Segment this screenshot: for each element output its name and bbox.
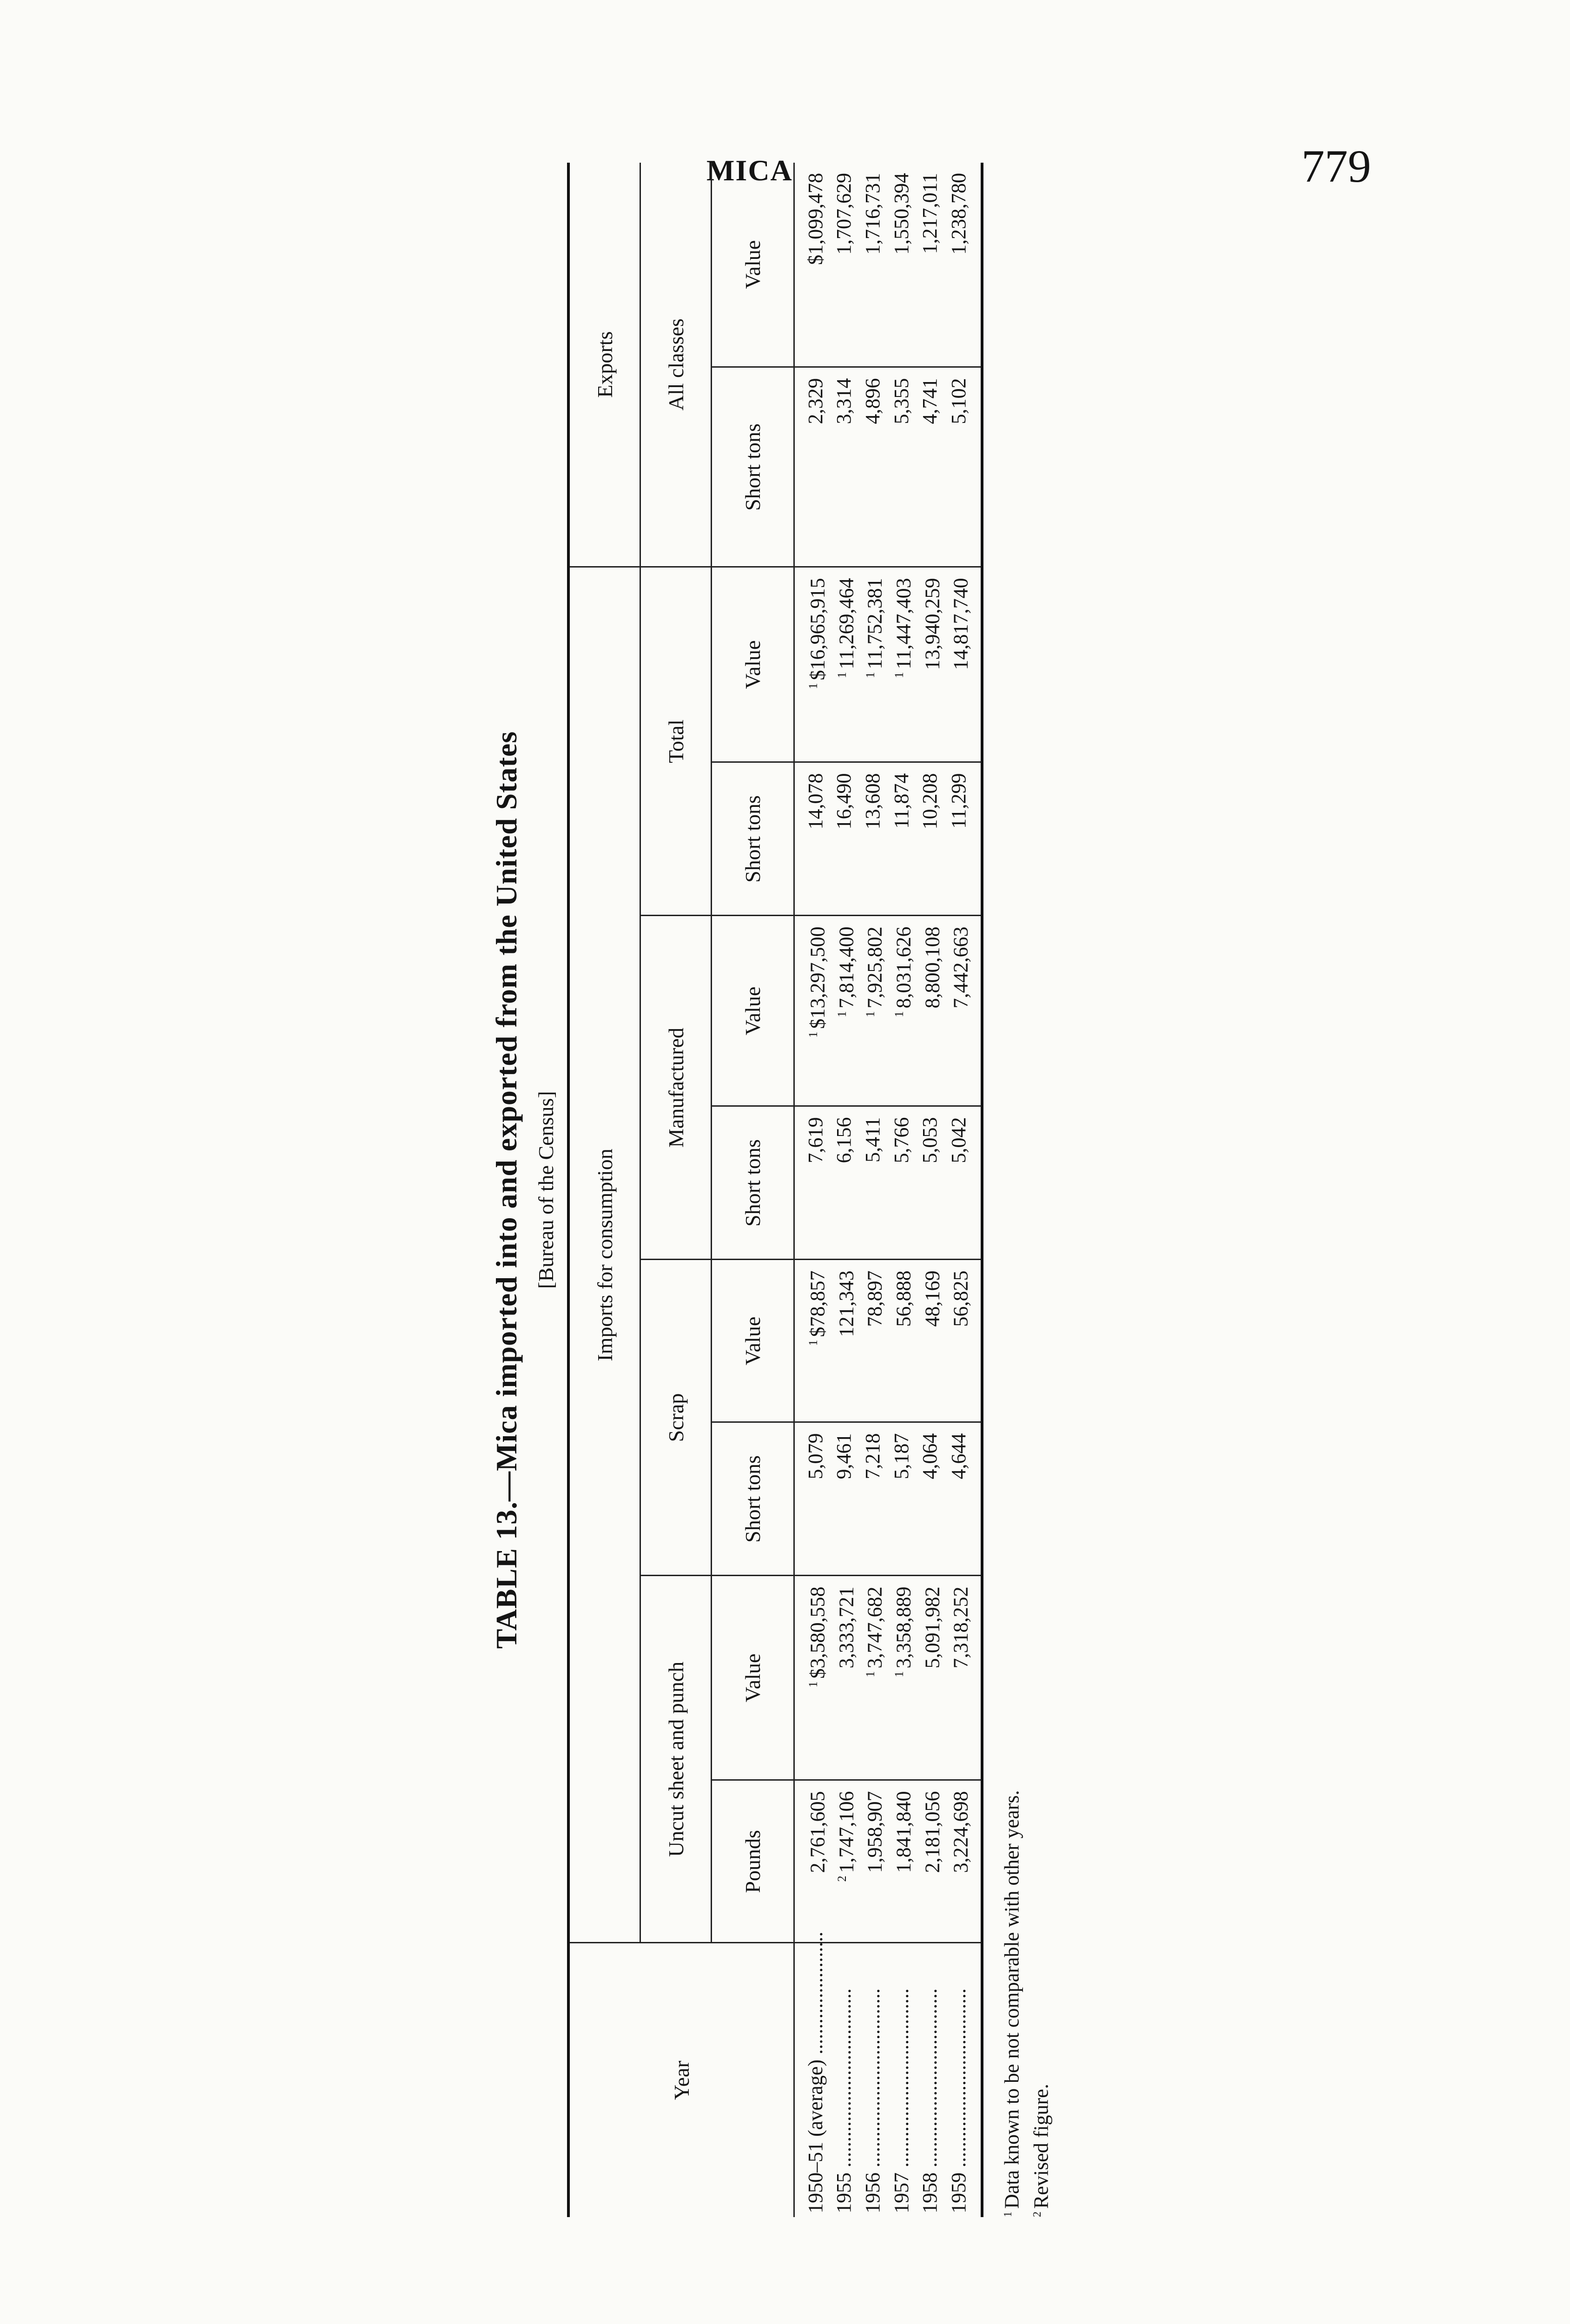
uncut-pounds-value: 1,747,106 xyxy=(835,1791,858,1873)
total-value-cell xyxy=(944,567,982,762)
year-leader-dots: ................................... xyxy=(918,1988,942,2172)
scrap-value-cell xyxy=(794,1260,830,1422)
manufactured-tons-header: Short tons xyxy=(712,1106,794,1260)
manufactured-value-value: 8,800,108 xyxy=(921,926,944,1009)
year-label: 1950–51 (average) xyxy=(804,2059,827,2213)
footnote xyxy=(1025,163,1054,2217)
uncut-pounds-cell xyxy=(794,1780,830,1943)
uncut-pounds-value: 1,958,907 xyxy=(863,1791,886,1873)
uncut-value-cell xyxy=(916,1576,945,1780)
exports-tons-value: 4,896 xyxy=(861,378,884,424)
exports-value-cell xyxy=(916,163,945,367)
total-value-value: 11,752,381 xyxy=(863,578,886,669)
manufactured-tons-value: 5,042 xyxy=(947,1117,970,1163)
scrap-tons-header: Short tons xyxy=(712,1422,794,1576)
uncut-value-value: 7,318,252 xyxy=(949,1586,972,1669)
footnote-marker: 2 xyxy=(1031,2212,1043,2217)
exports-value-value: $1,099,478 xyxy=(804,172,827,265)
uncut-value-cell xyxy=(887,1576,916,1780)
footnote-marker: 1 xyxy=(806,683,820,689)
scrap-value-cell xyxy=(858,1260,887,1422)
uncut-value-value: 3,358,889 xyxy=(892,1586,915,1669)
exports-tons-cell xyxy=(830,367,859,567)
year-label: 1958 xyxy=(918,2172,942,2213)
exports-tons-cell xyxy=(794,367,830,567)
manufactured-value-cell xyxy=(887,916,916,1106)
year-leader-dots: ................................... xyxy=(890,1988,913,2172)
exports-tons-value: 4,741 xyxy=(918,378,942,424)
scrap-value-cell xyxy=(830,1260,859,1422)
year-label: 1959 xyxy=(947,2172,970,2213)
uncut-value-header: Value xyxy=(712,1576,794,1780)
footnote-marker: 1 xyxy=(864,1671,877,1677)
uncut-header: Uncut sheet and punch xyxy=(640,1576,712,1943)
footnote-text: Data known to be not comparable with other years. xyxy=(1000,1790,1023,2209)
manufactured-tons-cell xyxy=(858,1106,887,1260)
page-number: 779 xyxy=(1301,140,1371,192)
footnote-marker: 1 xyxy=(864,672,877,678)
running-head: MICA xyxy=(706,154,793,187)
year-label: 1957 xyxy=(890,2172,913,2213)
scrap-tons-value: 7,218 xyxy=(861,1433,884,1479)
year-leader-dots: ................................... xyxy=(832,1988,856,2172)
rotated-table-block xyxy=(488,163,1064,2217)
scrap-tons-cell xyxy=(916,1422,945,1576)
scrap-value-value: 56,825 xyxy=(949,1270,972,1327)
footnote-marker: 1 xyxy=(892,672,906,678)
manufactured-tons-cell xyxy=(794,1106,830,1260)
total-value-cell xyxy=(858,567,887,762)
footnote-marker: 1 xyxy=(892,1011,906,1017)
manufactured-tons-cell xyxy=(944,1106,982,1260)
footnote-marker: 1 xyxy=(835,1011,849,1017)
exports-group-header: Exports xyxy=(568,163,640,567)
uncut-pounds-value: 3,224,698 xyxy=(949,1791,972,1873)
uncut-value-cell xyxy=(830,1576,859,1780)
exports-tons-cell xyxy=(887,367,916,567)
scrap-tons-value: 4,644 xyxy=(947,1433,970,1479)
total-tons-value: 16,490 xyxy=(832,773,856,830)
manufactured-value-cell xyxy=(916,916,945,1106)
uncut-pounds-header: Pounds xyxy=(712,1780,794,1943)
manufactured-value-value: 7,814,400 xyxy=(835,926,858,1009)
total-value-cell xyxy=(794,567,830,762)
exports-tons-value: 2,329 xyxy=(804,378,827,424)
uncut-value-value: 3,333,721 xyxy=(835,1586,858,1669)
scrap-value-cell xyxy=(916,1260,945,1422)
manufactured-header: Manufactured xyxy=(640,916,712,1260)
table-title: TABLE 13.—Mica imported into and exported from the United States xyxy=(490,731,523,1649)
total-value-header: Value xyxy=(712,567,794,762)
table-row xyxy=(858,163,887,2217)
scrap-tons-cell xyxy=(830,1422,859,1576)
exports-value-value: 1,707,629 xyxy=(832,172,856,255)
exports-tons-cell xyxy=(944,367,982,567)
total-value-value: 14,817,740 xyxy=(949,578,972,670)
exports-tons-header: Short tons xyxy=(712,367,794,567)
footnote-marker: 1 xyxy=(864,1011,877,1017)
total-tons-cell xyxy=(794,762,830,916)
uncut-pounds-value: 2,181,056 xyxy=(921,1791,944,1873)
exports-value-value: 1,217,011 xyxy=(918,172,942,254)
year-cell xyxy=(794,1931,830,2217)
total-tons-value: 10,208 xyxy=(918,773,942,830)
scrap-value-header: Value xyxy=(712,1260,794,1422)
footnote-marker: 1 xyxy=(835,672,849,678)
exports-value-header: Value xyxy=(712,163,794,367)
uncut-pounds-value: 2,761,605 xyxy=(806,1791,829,1873)
exports-value-cell xyxy=(794,163,830,367)
exports-tons-value: 5,102 xyxy=(947,378,970,424)
footnote-marker: 1 xyxy=(806,1681,820,1688)
manufactured-tons-cell xyxy=(887,1106,916,1260)
manufactured-value-value: 7,925,802 xyxy=(863,926,886,1009)
footnotes xyxy=(996,163,1054,2217)
year-cell xyxy=(944,1943,982,2217)
manufactured-value-value: $13,297,500 xyxy=(806,926,829,1029)
exports-value-cell xyxy=(887,163,916,367)
year-label: 1955 xyxy=(832,2172,856,2213)
total-value-value: $16,965,915 xyxy=(806,578,829,680)
year-cell xyxy=(916,1943,945,2217)
year-leader-dots: ................................... xyxy=(947,1988,970,2172)
year-cell xyxy=(830,1943,859,2217)
uncut-pounds-value: 1,841,840 xyxy=(892,1791,915,1873)
uncut-value-value: $3,580,558 xyxy=(806,1586,829,1679)
exports-value-value: 1,716,731 xyxy=(861,172,884,255)
scrap-header: Scrap xyxy=(640,1260,712,1576)
scrap-tons-value: 4,064 xyxy=(918,1433,942,1479)
uncut-value-cell xyxy=(944,1576,982,1780)
scrap-value-value: 78,897 xyxy=(863,1270,886,1327)
manufactured-value-value: 8,031,626 xyxy=(892,926,915,1009)
uncut-value-value: 5,091,982 xyxy=(921,1586,944,1669)
exports-value-value: 1,238,780 xyxy=(947,172,970,255)
year-leader-dots: ........................ xyxy=(804,1931,827,2060)
manufactured-tons-value: 6,156 xyxy=(832,1117,856,1163)
scrap-value-value: 121,343 xyxy=(835,1270,858,1337)
total-header: Total xyxy=(640,567,712,916)
table-row xyxy=(830,163,859,2217)
scrap-tons-cell xyxy=(858,1422,887,1576)
manufactured-value-cell xyxy=(944,916,982,1106)
table-row xyxy=(944,163,982,2217)
scrap-tons-cell xyxy=(887,1422,916,1576)
imports-group-header: Imports for consumption xyxy=(568,567,640,1943)
footnote-marker: 1 xyxy=(806,1031,820,1038)
total-tons-value: 13,608 xyxy=(861,773,884,830)
scrap-tons-value: 5,187 xyxy=(890,1433,913,1479)
year-label: 1956 xyxy=(861,2172,884,2213)
total-value-value: 13,940,259 xyxy=(921,578,944,670)
exports-tons-cell xyxy=(916,367,945,567)
exports-value-cell xyxy=(858,163,887,367)
scrap-value-value: 48,169 xyxy=(921,1270,944,1327)
uncut-value-cell xyxy=(858,1576,887,1780)
table-source: [Bureau of the Census] xyxy=(534,1091,558,1289)
footnote-marker: 2 xyxy=(835,1875,849,1882)
footnote-marker: 1 xyxy=(806,1340,820,1346)
uncut-pounds-cell xyxy=(830,1780,859,1943)
total-value-cell xyxy=(916,567,945,762)
uncut-pounds-cell xyxy=(887,1780,916,1943)
manufactured-value-cell xyxy=(858,916,887,1106)
manufactured-value-cell xyxy=(830,916,859,1106)
manufactured-value-cell xyxy=(794,916,830,1106)
all-classes-header: All classes xyxy=(640,163,712,567)
total-tons-cell xyxy=(858,762,887,916)
manufactured-tons-value: 5,411 xyxy=(861,1117,884,1162)
year-header: Year xyxy=(568,1943,794,2217)
total-tons-cell xyxy=(944,762,982,916)
uncut-pounds-cell xyxy=(944,1780,982,1943)
scrap-tons-cell xyxy=(794,1422,830,1576)
manufactured-value-value: 7,442,663 xyxy=(949,926,972,1009)
total-tons-cell xyxy=(887,762,916,916)
uncut-pounds-cell xyxy=(916,1780,945,1943)
footnote-text: Revised figure. xyxy=(1029,2084,1053,2209)
scrap-value-cell xyxy=(944,1260,982,1422)
scrap-value-value: 56,888 xyxy=(892,1270,915,1327)
manufactured-value-header: Value xyxy=(712,916,794,1106)
uncut-pounds-cell xyxy=(858,1780,887,1943)
scrap-value-cell xyxy=(887,1260,916,1422)
manufactured-tons-value: 5,766 xyxy=(890,1117,913,1163)
total-tons-value: 11,299 xyxy=(947,773,970,829)
exports-value-cell xyxy=(944,163,982,367)
total-tons-header: Short tons xyxy=(712,762,794,916)
total-value-cell xyxy=(887,567,916,762)
footnote xyxy=(996,163,1025,2217)
total-tons-cell xyxy=(830,762,859,916)
scrap-tons-value: 5,079 xyxy=(804,1433,827,1479)
table-body xyxy=(794,163,982,2217)
uncut-value-cell xyxy=(794,1576,830,1780)
year-cell xyxy=(887,1943,916,2217)
table-row xyxy=(794,163,830,2217)
table-row xyxy=(916,163,945,2217)
year-cell xyxy=(858,1943,887,2217)
manufactured-tons-value: 7,619 xyxy=(804,1117,827,1163)
scrap-tons-value: 9,461 xyxy=(832,1433,856,1479)
exports-value-cell xyxy=(830,163,859,367)
year-leader-dots: ................................... xyxy=(861,1988,884,2172)
total-value-value: 11,447,403 xyxy=(892,578,915,669)
exports-tons-cell xyxy=(858,367,887,567)
manufactured-tons-cell xyxy=(916,1106,945,1260)
manufactured-tons-cell xyxy=(830,1106,859,1260)
total-tons-cell xyxy=(916,762,945,916)
exports-tons-value: 3,314 xyxy=(832,378,856,424)
scrap-value-value: $78,857 xyxy=(806,1270,829,1337)
exports-tons-value: 5,355 xyxy=(890,378,913,424)
uncut-value-value: 3,747,682 xyxy=(863,1586,886,1669)
mica-trade-table xyxy=(567,163,983,2217)
exports-value-value: 1,550,394 xyxy=(890,172,913,255)
total-tons-value: 11,874 xyxy=(890,773,913,829)
total-tons-value: 14,078 xyxy=(804,773,827,830)
footnote-marker: 1 xyxy=(1002,2212,1014,2217)
manufactured-tons-value: 5,053 xyxy=(918,1117,942,1163)
total-value-value: 11,269,464 xyxy=(835,578,858,669)
footnote-marker: 1 xyxy=(892,1671,906,1677)
table-row xyxy=(887,163,916,2217)
scrap-tons-cell xyxy=(944,1422,982,1576)
total-value-cell xyxy=(830,567,859,762)
